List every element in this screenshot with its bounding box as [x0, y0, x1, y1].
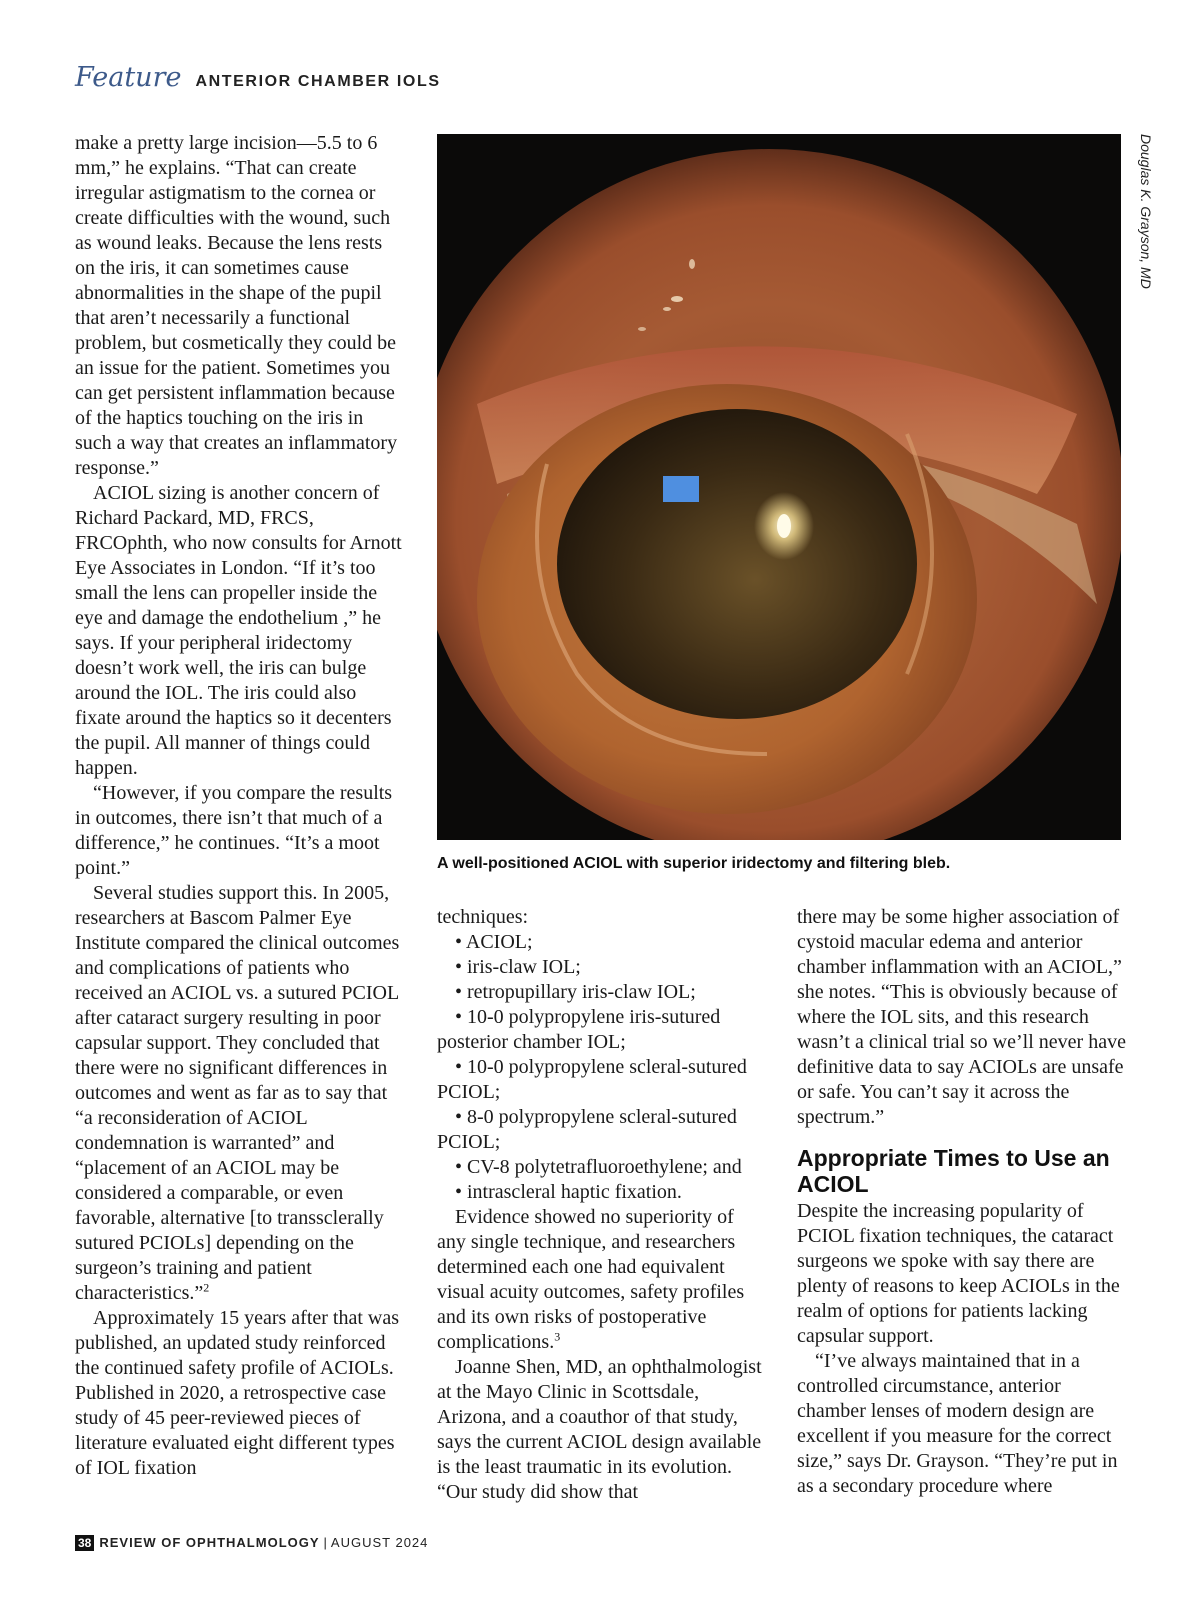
list-item: • 10-0 polypropylene iris-sutured posterior chamber IOL;	[437, 1006, 721, 1053]
list-item: • CV-8 polytetrafluoroethylene; and	[455, 1156, 742, 1178]
paragraph: Approximately 15 years after that was published, an updated study reinforced the continued safety profile of ACIOLs. Published in 2020, a retrospective case study of 45 peer-reviewed pieces of literature evaluated eight different types of IOL fixation	[75, 1307, 400, 1479]
list-item: • iris-claw IOL;	[455, 956, 581, 978]
footer-separator: |	[323, 1535, 327, 1550]
paragraph: Joanne Shen, MD, an ophthalmologist at the Mayo Clinic in Scottsdale, Arizona, and a coauthor of that study, says the current ACIOL design available is the least traumatic in its evolution. “Our study did show that	[437, 1356, 762, 1503]
paragraph: Despite the increasing popularity of PCIOL fixation techniques, the cataract surgeons we spoke with say there are plenty of reasons to keep ACIOLs in the realm of options for patients lacking capsular support.	[797, 1200, 1120, 1347]
paragraph: make a pretty large incision—5.5 to 6 mm,” he explains. “That can create irregular astigmatism to the cornea or create difficulties with the wound, such as wound leaks. Because the lens rests on the iris, it can sometimes cause abnormalities in the shape of the pupil that aren’t necessarily a functional problem, but cosmetically they could be an issue for the patient. Sometimes you can get persistent inflammation because of the haptics touching on the iris in such a way that creates an inflammatory response.”	[75, 132, 398, 479]
list-item: • ACIOL;	[455, 931, 533, 953]
list-item: • 8-0 polypropylene scleral-sutured PCIOL;	[437, 1106, 737, 1153]
subheading: Appropriate Times to Use an ACIOL	[797, 1145, 1110, 1197]
page-footer	[75, 1535, 428, 1551]
paragraph-text: Several studies support this. In 2005, researchers at Bascom Palmer Eye Institute compared the clinical outcomes and complications of patients who received an ACIOL vs. a sutured PCIOL after cataract surgery resulting in poor capsular support. They concluded that there were no significant differences in outcomes and went as far as to say that “a reconsideration of ACIOL condemnation is warranted” and “placement of an ACIOL may be considered a comparable, or even favorable, alternative [to transsclerally sutured PCIOLs] depending on the surgeon’s training and patient characteristics.”	[75, 882, 400, 1304]
list-item: • 10-0 polypropylene scleral-sutured PCIOL;	[437, 1056, 747, 1103]
paragraph: techniques:	[437, 906, 529, 928]
paragraph: “However, if you compare the results in outcomes, there isn’t that much of a difference,” he continues. “It’s a moot point.”	[75, 782, 393, 879]
feature-kicker: Feature	[75, 62, 182, 93]
issue-date: AUGUST 2024	[330, 1535, 429, 1550]
reference-marker: 3	[554, 1329, 561, 1344]
paragraph: there may be some higher association of cystoid macular edema and anterior chamber inflammation with an ACIOL,” she notes. “This is obviously because of where the IOL sits, and this research wasn’t a clinical trial so we’ll never have definitive data to say ACIOLs are unsafe or safe. You can’t say it across the spectrum.”	[797, 906, 1126, 1128]
article-column-2	[437, 905, 762, 1505]
article-column-3	[797, 905, 1127, 1499]
section-title: ANTERIOR CHAMBER IOLS	[195, 73, 441, 90]
publication-name: REVIEW OF OPHTHALMOLOGY	[99, 1535, 320, 1550]
paragraph	[75, 881, 403, 1306]
article-column-1	[75, 131, 403, 1481]
eye-illustration	[437, 134, 1121, 840]
paragraph: ACIOL sizing is another concern of Richard Packard, MD, FRCS, FRCOphth, who now consults for Arnott Eye Associates in London. “If it’s too small the lens can propeller inside the eye and damage the endothelium ,” he says. If your peripheral iridectomy doesn’t work well, the iris can bulge around the IOL. The iris could also fixate around the haptics so it decenters the pupil. All manner of things could happen.	[75, 482, 402, 779]
page-header	[75, 62, 441, 102]
paragraph	[437, 1205, 762, 1355]
eye-photo	[437, 134, 1121, 840]
photo-credit-text: Douglas K. Grayson, MD	[1138, 134, 1154, 289]
paragraph-text: Evidence showed no superiority of any single technique, and researchers determined each one had equivalent visual acuity outcomes, safety profiles and its own risks of postoperative complications.	[437, 1206, 745, 1353]
reference-marker: 2	[203, 1280, 210, 1295]
list-item: • intrascleral haptic fixation.	[455, 1181, 682, 1203]
figure-caption: A well-positioned ACIOL with superior iridectomy and filtering bleb.	[437, 855, 951, 872]
page-number: 38	[75, 1535, 94, 1551]
photo-credit	[1130, 134, 1160, 394]
paragraph: “I’ve always maintained that in a controlled circumstance, anterior chamber lenses of modern design are excellent if you measure for the correct size,” says Dr. Grayson. “They’re put in as a secondary procedure where	[797, 1350, 1118, 1497]
list-item: • retropupillary iris-claw IOL;	[455, 981, 696, 1003]
